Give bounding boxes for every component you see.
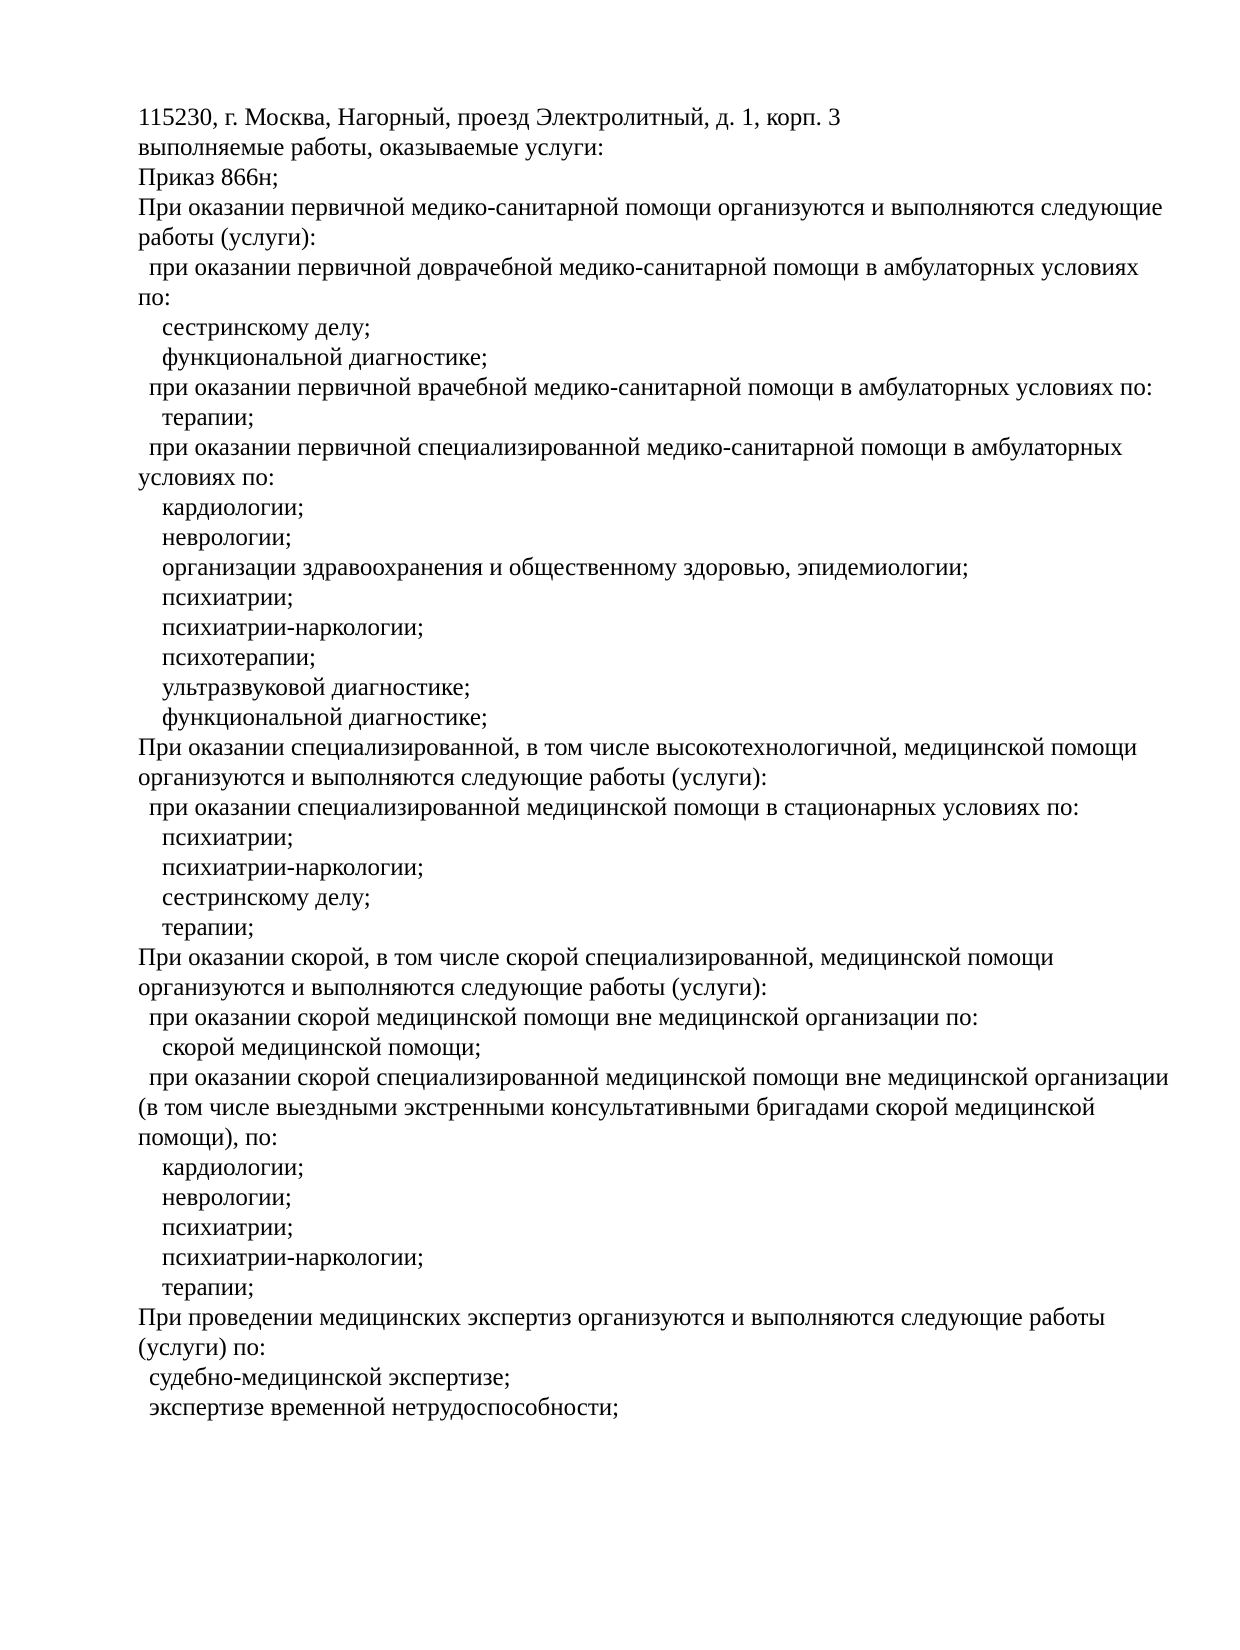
- document-line: помощи), по:: [138, 1124, 279, 1151]
- document-line: (услуги) по:: [138, 1334, 266, 1361]
- document-line: терапии;: [162, 1274, 255, 1301]
- document-line: При оказании первичной медико-санитарной помощи организуются и выполняются следующие: [138, 194, 1163, 221]
- document-line: условиях по:: [138, 464, 275, 491]
- document-line: кардиологии;: [162, 1154, 305, 1181]
- document-line: психиатрии-наркологии;: [162, 614, 424, 641]
- document-line: при оказании первичной специализированной медико-санитарной помощи в амбулаторных: [149, 434, 1123, 461]
- document-line: при оказании скорой медицинской помощи вне медицинской организации по:: [149, 1004, 979, 1031]
- document-line: психиатрии;: [162, 824, 294, 851]
- document-line: неврологии;: [162, 1184, 292, 1211]
- document-line: при оказании специализированной медицинской помощи в стационарных условиях по:: [149, 794, 1080, 821]
- document-line: Приказ 866н;: [138, 164, 279, 191]
- document-line: терапии;: [162, 404, 255, 431]
- document-text: [0, 103, 1240, 1423]
- document-line: при оказании скорой специализированной медицинской помощи вне медицинской организации: [149, 1064, 1169, 1091]
- document-line: по:: [138, 284, 171, 311]
- document-line: работы (услуги):: [138, 224, 317, 251]
- document-line: функциональной диагностике;: [162, 704, 488, 731]
- document-line: При оказании скорой, в том числе скорой специализированной, медицинской помощи: [138, 944, 1054, 971]
- document-line: экспертизе временной нетрудоспособности;: [149, 1394, 620, 1421]
- document-line: психиатрии;: [162, 584, 294, 611]
- document-line: скорой медицинской помощи;: [162, 1034, 482, 1061]
- document-line: организуются и выполняются следующие работы (услуги):: [138, 974, 768, 1001]
- document-line: неврологии;: [162, 524, 292, 551]
- document-line: психиатрии-наркологии;: [162, 854, 424, 881]
- document-line: терапии;: [162, 914, 255, 941]
- document-line: выполняемые работы, оказываемые услуги:: [138, 134, 605, 161]
- document-line: при оказании первичной врачебной медико-санитарной помощи в амбулаторных условиях по:: [149, 374, 1153, 401]
- document-line: психиатрии-наркологии;: [162, 1244, 424, 1271]
- document-line: сестринскому делу;: [162, 884, 371, 911]
- document-line: при оказании первичной доврачебной медико-санитарной помощи в амбулаторных условиях: [149, 254, 1139, 281]
- document-line: судебно-медицинской экспертизе;: [149, 1364, 511, 1391]
- document-line: сестринскому делу;: [162, 314, 371, 341]
- document-line: функциональной диагностике;: [162, 344, 488, 371]
- document-line: организуются и выполняются следующие работы (услуги):: [138, 764, 768, 791]
- document-line: (в том числе выездными экстренными консультативными бригадами скорой медицинской: [138, 1094, 1096, 1121]
- document-line: организации здравоохранения и общественному здоровью, эпидемиологии;: [162, 554, 969, 581]
- document-line: кардиологии;: [162, 494, 305, 521]
- document-line: При проведении медицинских экспертиз организуются и выполняются следующие работы: [138, 1304, 1106, 1331]
- document-line: ультразвуковой диагностике;: [162, 674, 471, 701]
- document-line: психиатрии;: [162, 1214, 294, 1241]
- document-line: При оказании специализированной, в том числе высокотехнологичной, медицинской помощи: [138, 734, 1138, 761]
- document-line: 115230, г. Москва, Нагорный, проезд Электролитный, д. 1, корп. 3: [138, 104, 841, 131]
- document-line: психотерапии;: [162, 644, 316, 671]
